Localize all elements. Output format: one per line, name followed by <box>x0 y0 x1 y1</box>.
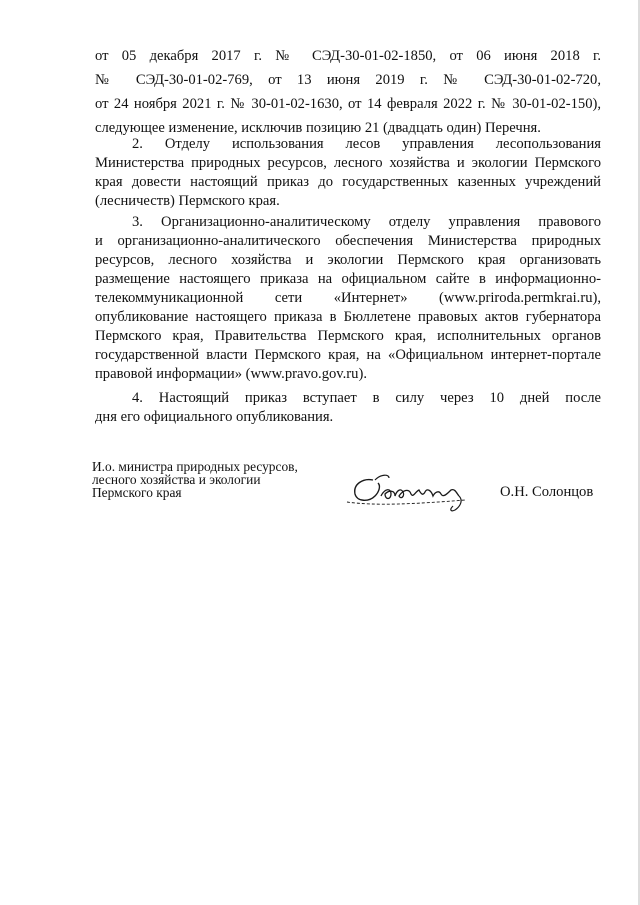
paragraph-line: 3. Организационно-аналитическому отделу управления правового <box>132 214 601 230</box>
signatory-name: О.Н. Солонцов <box>500 484 594 500</box>
signatory-title-line: лесного хозяйства и экологии <box>92 472 261 487</box>
signatory-title-line: И.о. министра природных ресурсов, <box>92 459 298 474</box>
paragraph-line: правовой информации» (www.pravo.gov.ru). <box>95 366 367 382</box>
paragraph-line: следующее изменение, исключив позицию 21 (двадцать один) Перечня. <box>95 120 541 136</box>
paragraph-line: от 24 ноября 2021 г. № 30-01-02-1630, от 14 февраля 2022 г. № 30-01-02-150), <box>95 96 601 112</box>
paragraph-line: № СЭД-30-01-02-769, от 13 июня 2019 г. № СЭД-30-01-02-720, <box>95 72 601 88</box>
paragraph-line: государственной власти Пермского края, на «Официальном интернет-портале <box>95 347 601 363</box>
paragraph-line: Министерства природных ресурсов, лесного хозяйства и экологии Пермского <box>95 155 601 171</box>
paragraph-line: от 05 декабря 2017 г. № СЭД-30-01-02-1850, от 06 июня 2018 г. <box>95 48 601 64</box>
paragraph-line: ресурсов, лесного хозяйства и экологии Пермского края организовать <box>95 252 601 268</box>
paragraph-line: края довести настоящий приказ до государственных казенных учреждений <box>95 174 601 190</box>
paragraph-line: опубликование настоящего приказа в Бюллетене правовых актов губернатора <box>95 309 601 325</box>
paragraph-line: дня его официального опубликования. <box>95 409 334 425</box>
signatory-title-line: Пермского края <box>92 485 182 500</box>
paragraph-line: (лесничеств) Пермского края. <box>95 193 280 209</box>
paragraph-line: телекоммуникационной сети «Интернет» (www.priroda.permkrai.ru), <box>95 290 601 306</box>
paragraph-line: и организационно-аналитического обеспечения Министерства природных <box>95 233 601 249</box>
paragraph-line: 2. Отделу использования лесов управления лесопользования <box>132 136 601 152</box>
paragraph-line: Пермского края, Правительства Пермского края, исполнительных органов <box>95 328 601 344</box>
paragraph-line: 4. Настоящий приказ вступает в силу через 10 дней после <box>132 390 601 406</box>
paragraph-line: размещение настоящего приказа на официальном сайте в информационно- <box>95 271 601 287</box>
handwritten-signature <box>345 466 480 516</box>
